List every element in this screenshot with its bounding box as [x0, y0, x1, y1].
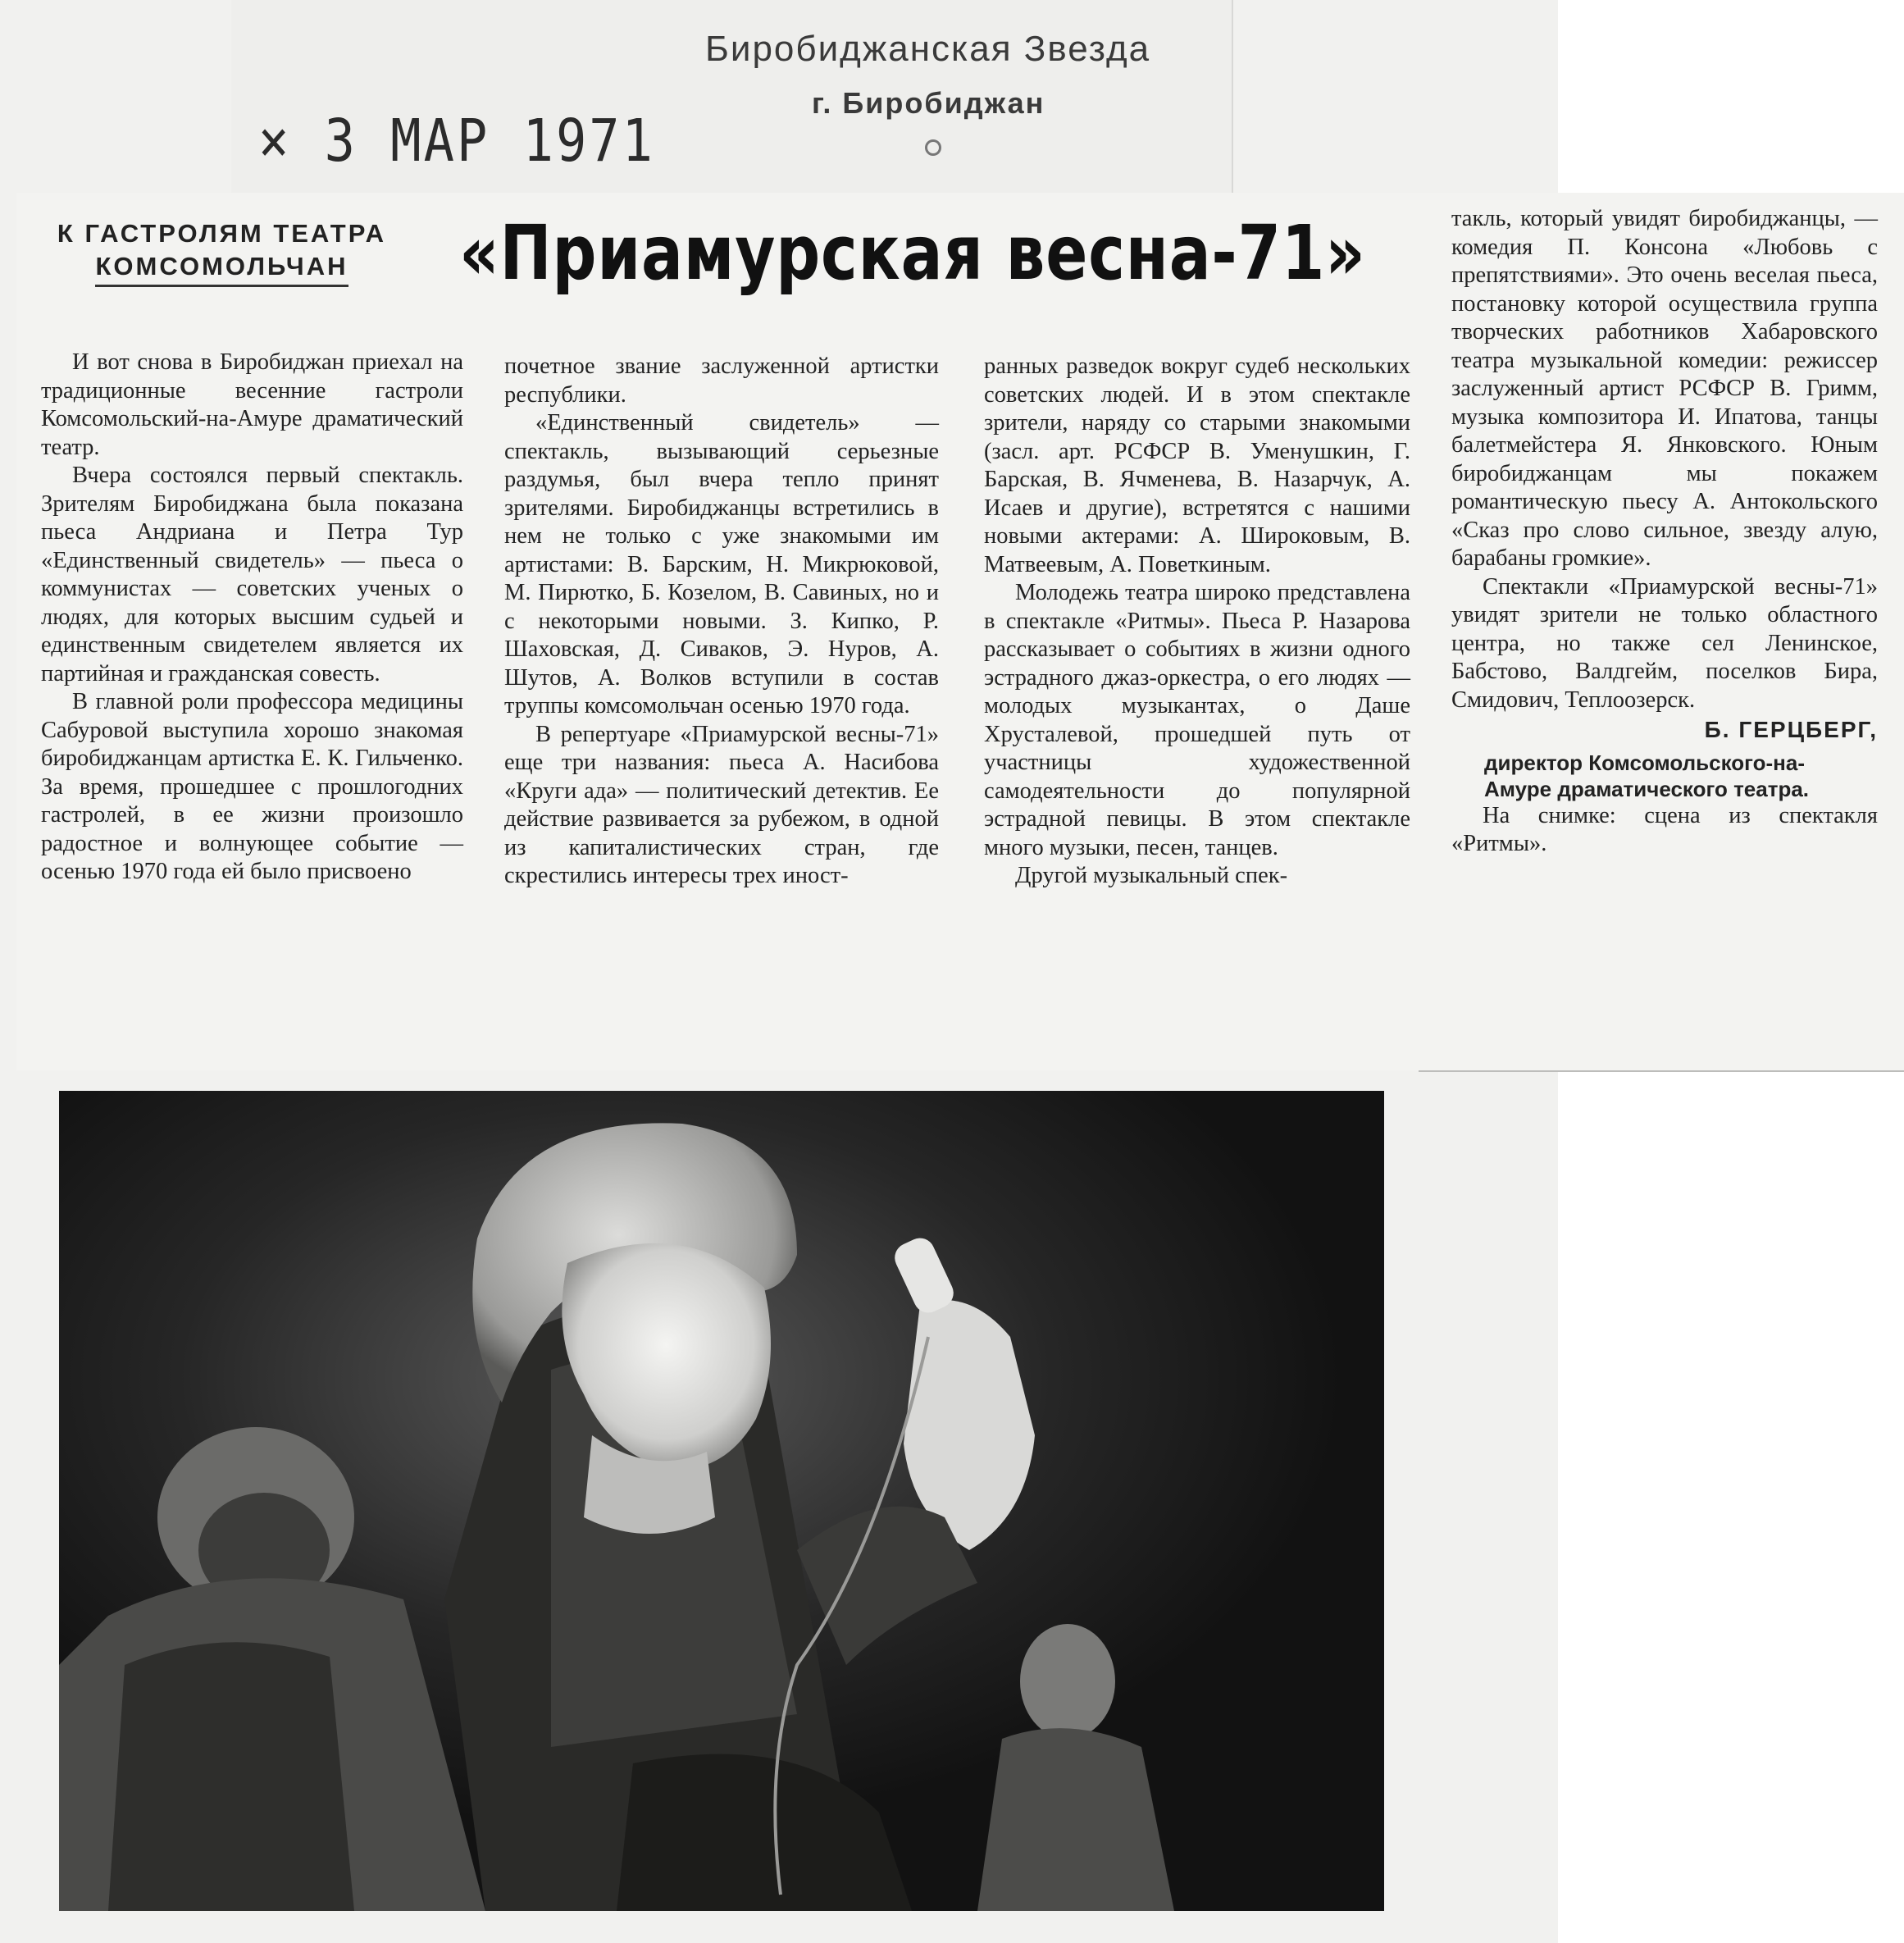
paragraph: «Единственный свидетель» — спектакль, вызывающий серьезные раздумья, был вчера тепло принят зрителями. Биробиджанцы встретились в нем не только с уже знакомыми им артистами: В. Барским, Н. Микрюковой, М. Пирютко, Б. Козелом, В. Савиных, но и с некоторыми новыми. З. Кипко, Р. Шаховская, Д. Сиваков, Э. Нуров, А. Шутов, А. Волков вступили в состав труппы комсомольчан осенью 1970 года. [504, 410, 939, 718]
author-name: Б. ГЕРЦБЕРГ, [1704, 717, 1878, 742]
stage-photo [59, 1091, 1384, 1911]
paragraph: ранных разведок вокруг судеб нескольких советских людей. И в этом спектакле зрители, наряду со старыми знакомыми (засл. арт. РСФСР В. Уменушкин, Г. Барская, В. Ячменева, В. Назарчук, А. Исаев и другие), встретятся с нашими новыми актерами: А. Широковым, В. Матвеевым, А. Поветкиным. [984, 353, 1410, 577]
paragraph: такль, который увидят биробиджанцы, — комедия П. Консона «Любовь с препятствиями». Это очень веселая пьеса, постановку которой осуществила группа творческих работников Хабаровского театра музыкальной комедии: режиссер заслуженный артист РСФСР В. Гримм, музыка композитора И. Ипатова, танцы балетмейстера Я. Янковского. Юным биробиджанцам мы покажем романтическую пьесу А. Антокольского «Сказ про слово сильное, звезду алую, барабаны громкие». [1451, 206, 1878, 571]
article-column-3 [984, 353, 1410, 891]
stage-photo-image [59, 1091, 1384, 1911]
paragraph: В репертуаре «Приамурской весны-71» еще три названия: пьеса А. Насибова «Круги ада» — политический детектив. Ее действие развивается за рубежом, в одной из капиталистических стран, где скрестились интересы трех иност- [504, 721, 939, 888]
stamp-city: г. Биробиджан [812, 86, 1045, 120]
photo-caption: На снимке: сцена из спектакля «Ритмы». [1451, 802, 1878, 856]
paragraph: почетное звание заслуженной артистки республики. [504, 353, 939, 408]
stamp-date: × 3 МАР 1971 [258, 106, 655, 176]
article-column-2 [504, 353, 939, 891]
paragraph: В главной роли профессора медицины Сабуровой выступила хорошо знакомая биробиджанцам артистка Е. К. Гильченко. За время, прошедшее с прошлогодних гастролей, в ее жизни произошло радостное и волнующее событие — осенью 1970 года ей было присвоено [41, 689, 463, 884]
paragraph: Спектакли «Приамурской весны-71» увидят зрители не только областного центра, но также сел Ленинское, Бабстово, Валдгейм, поселков Бира, Смидович, Теплоозерск. [1451, 573, 1878, 713]
paragraph: Молодежь театра широко представлена в спектакле «Ритмы». Пьеса Р. Назарова рассказывает о событиях в жизни одного эстрадного джаз-оркестра, о его людях — молодых музыкантах, о Даше Хрусталевой, прошедшей путь от участницы художественной самодеятельности до популярной эстрадной певицы. В этом спектакле много музыки, песен, танцев. [984, 580, 1410, 860]
stamp-hole-mark [925, 139, 941, 156]
paragraph: Вчера состоялся первый спектакль. Зрителям Биробиджана была показана пьеса Андриана и Петра Тур «Единственный свидетель» — пьеса о коммунистах — советских ученых о людях, для которых высшим судьей и единственным свидетелем является их партийная и гражданская совесть. [41, 463, 463, 686]
paragraph: Другой музыкальный спек- [1015, 863, 1288, 888]
article-headline: «Приамурская весна-71» [459, 209, 1366, 297]
article-column-1 [41, 349, 463, 887]
stamp-date-text: 3 МАР 1971 [324, 106, 655, 176]
rubric [39, 217, 404, 287]
stamp-newspaper-name: Биробиджанская Звезда [705, 29, 1151, 69]
rubric-line-1: К ГАСТРОЛЯМ ТЕАТРА [57, 219, 387, 248]
author-role: директор Комсомольского-на-Амуре драматического театра. [1484, 750, 1810, 801]
article-column-4 [1451, 205, 1878, 859]
rubric-line-2: КОМСОМОЛЬЧАН [95, 250, 348, 287]
paragraph: И вот снова в Биробиджан приехал на традиционные весенние гастроли Комсомольский-на-Амуре драматический театр. [41, 349, 463, 460]
